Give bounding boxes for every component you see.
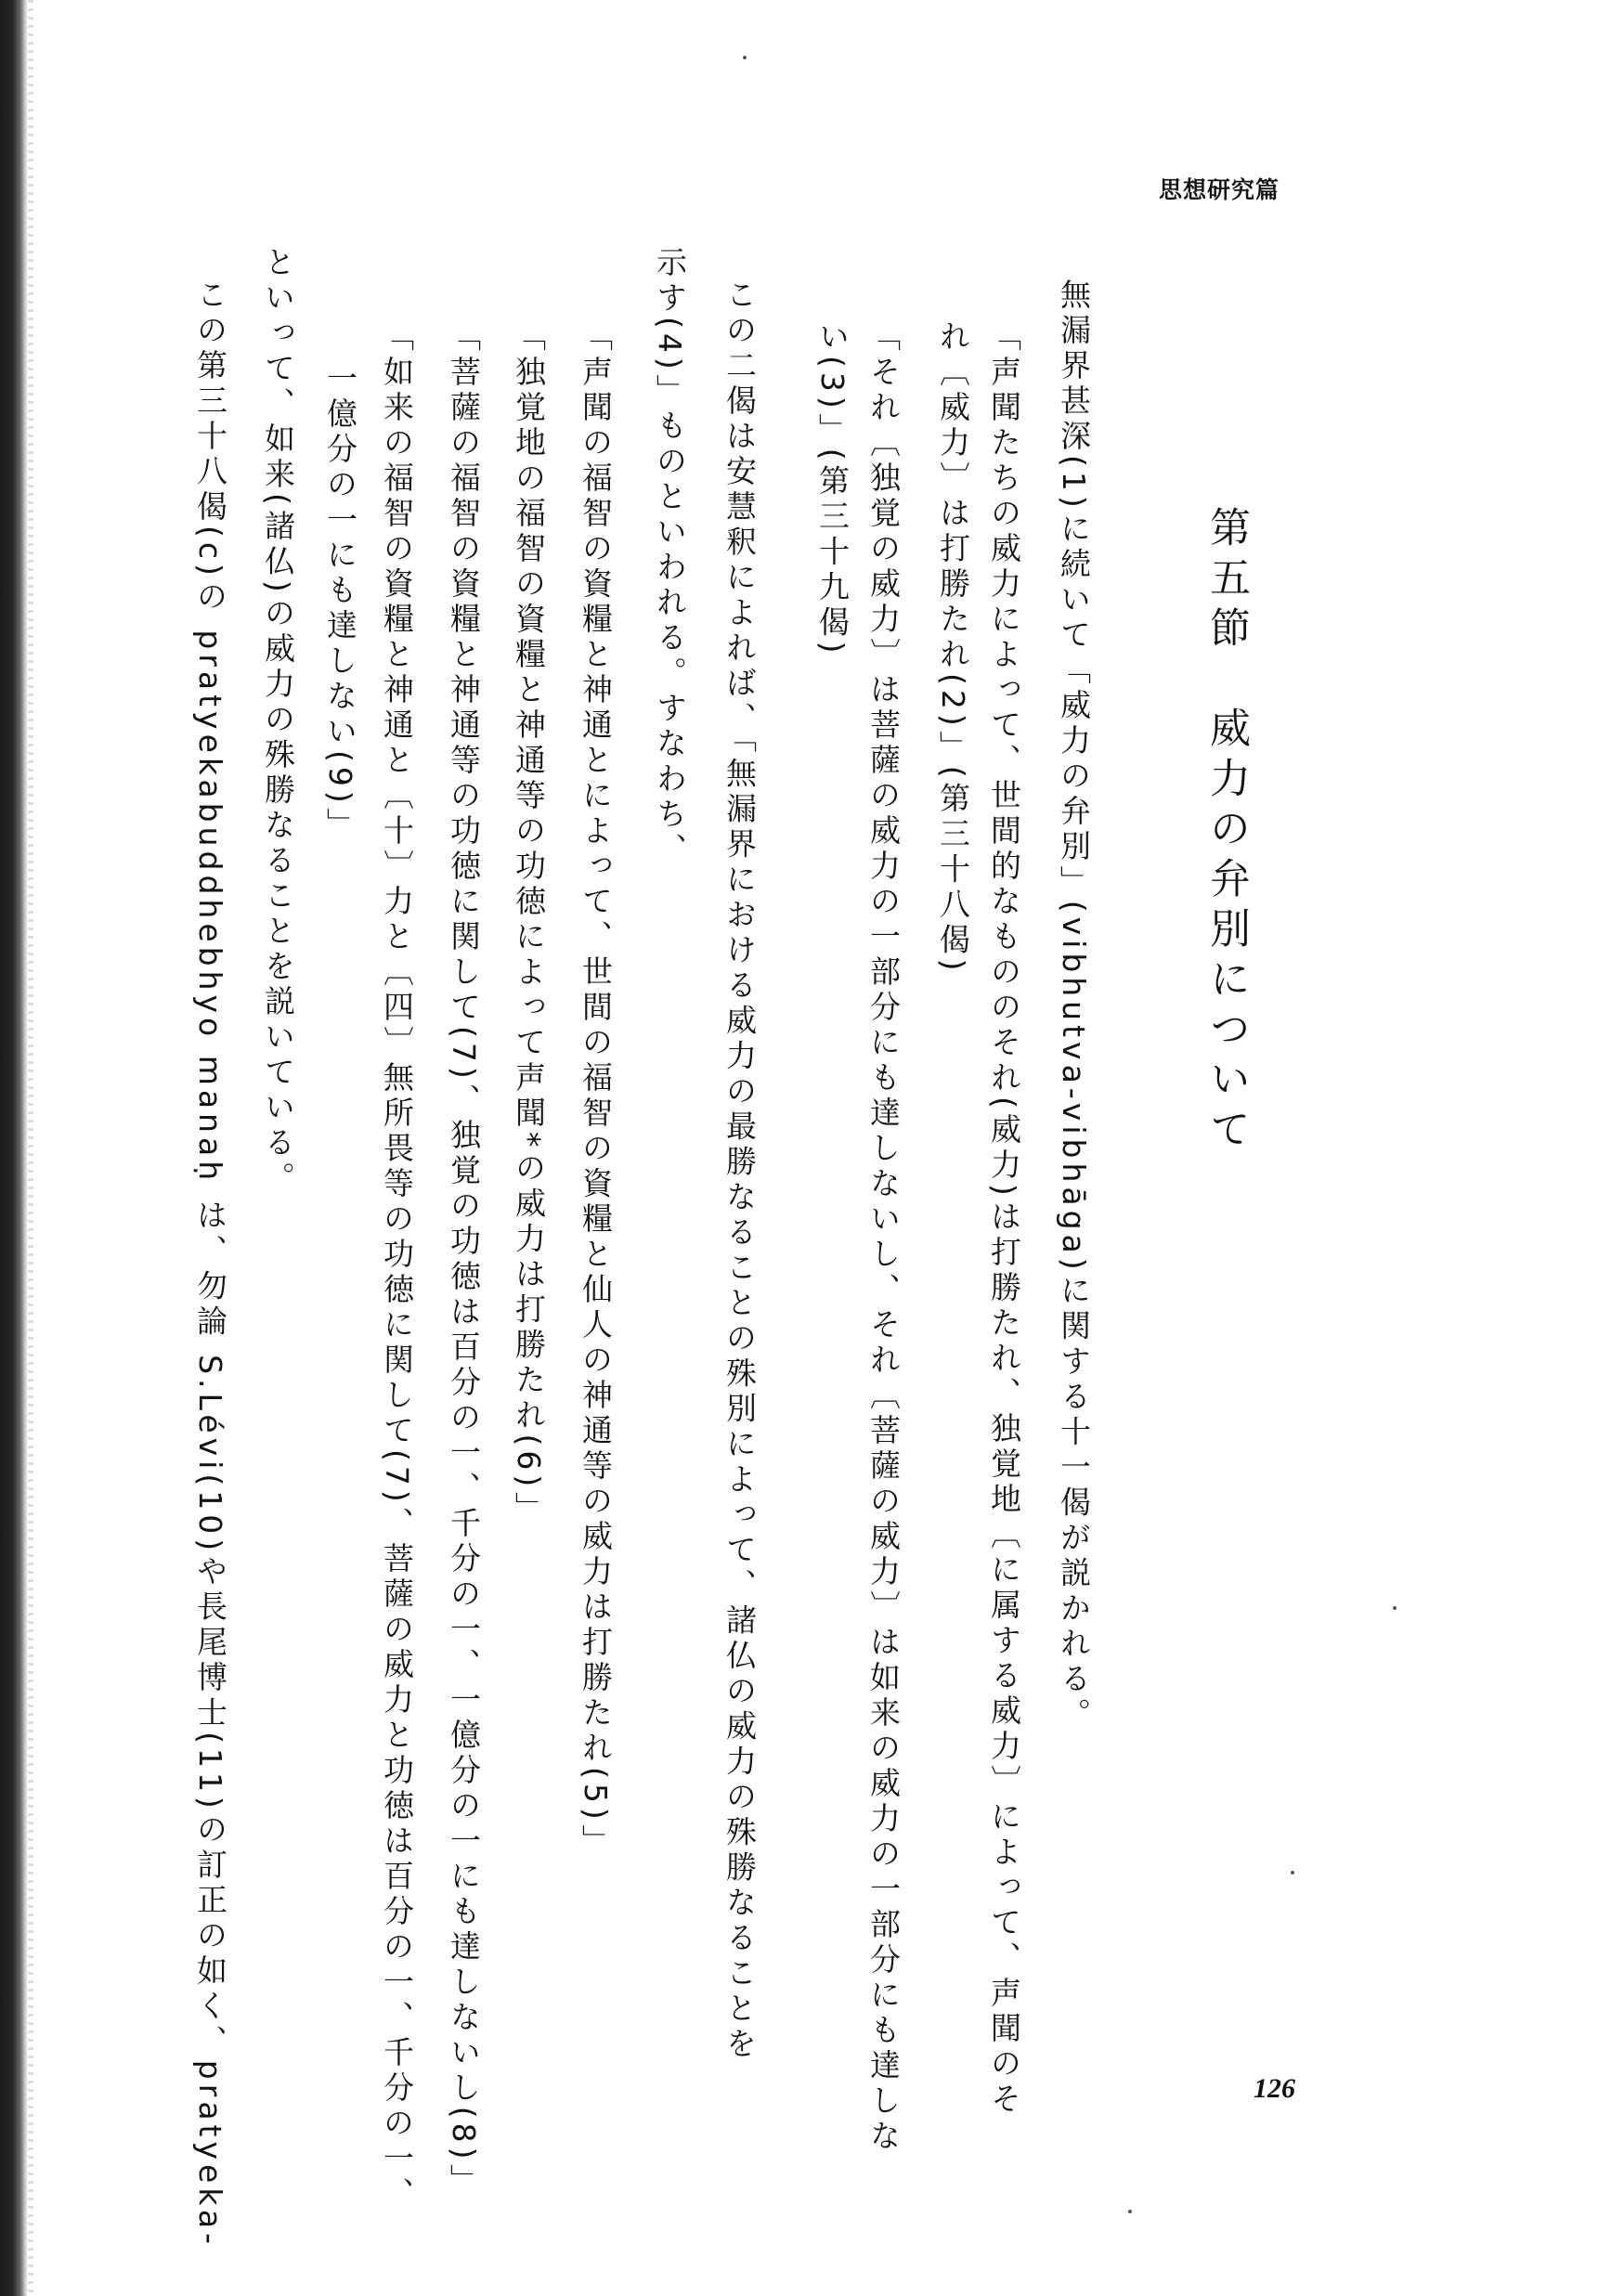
body-column-13: といって、如来(諸仏)の威力の殊勝なることを説いている。	[260, 246, 296, 1197]
binding-edge-texture	[28, 0, 33, 2296]
scan-speck	[1128, 2210, 1132, 2213]
body-column-2: 「声聞たちの威力によって、世間的なもののそれ(威力)は打勝たれ、独覚地〔に属する威力〕によって、声聞のそ	[986, 320, 1022, 2118]
body-column-12: 一億分の一にも達しない(9)」	[322, 362, 358, 843]
scan-speck	[1291, 1871, 1294, 1874]
body-column-8: 「声聞の福智の資糧と神通とによって、世間の福智の資糧と仙人の神通等の威力は打勝たれ(5)」	[578, 320, 614, 1860]
body-column-7: 示す(4)」ものといわれる。すなわち、	[652, 246, 688, 868]
section-heading: 第五節 威力の弁別について	[1202, 506, 1250, 1158]
scan-speck	[1393, 1606, 1397, 1610]
scan-speck	[743, 56, 747, 59]
body-column-5: い(3)」(第三十九偈)	[814, 320, 851, 658]
body-column-10: 「菩薩の福智の資糧と神通等の功徳に関して(7)、独覚の功徳は百分の一、千分の一、一億分の一にも達しないし(8)」	[446, 320, 482, 2199]
binding-edge-shadow	[0, 0, 28, 2296]
body-column-1: 無漏界甚深(1)に続いて「威力の弁別」(vibhutva-vibhāga)に関する十一偈が説かれる。	[1056, 279, 1092, 1733]
body-column-4: 「それ〔独覚の威力〕は菩薩の威力の一部分にも達しないし、それ〔菩薩の威力〕は如来の威力の一部分にも達しな	[865, 320, 902, 2155]
running-head: 思想研究篇	[1159, 176, 1280, 203]
body-column-6: この二偈は安慧釈によれば、「無漏界における威力の最勝なることの殊別によって、諸仏の威力の殊勝なることを	[721, 279, 758, 2063]
body-column-14: この第三十八偈(c)の pratyekabuddhebhyo manaḥ は、勿論 S.Lévi(10)や長尾博士(11)の訂正の如く、pratyeka-	[192, 279, 228, 2249]
body-column-3: れ〔威力〕は打勝たれ(2)」(第三十八偈)	[935, 320, 971, 976]
body-column-11: 「如来の福智の資糧と神通と〔十〕力と〔四〕無所畏等の功徳に関して(7)、菩薩の威力と功徳は百分の一、千分の一、	[379, 320, 415, 2212]
body-column-9: 「独覚地の福智の資糧と神通等の功徳によって声聞*の威力は打勝たれ(6)」	[511, 320, 547, 1527]
page-number: 126	[1254, 2073, 1295, 2104]
